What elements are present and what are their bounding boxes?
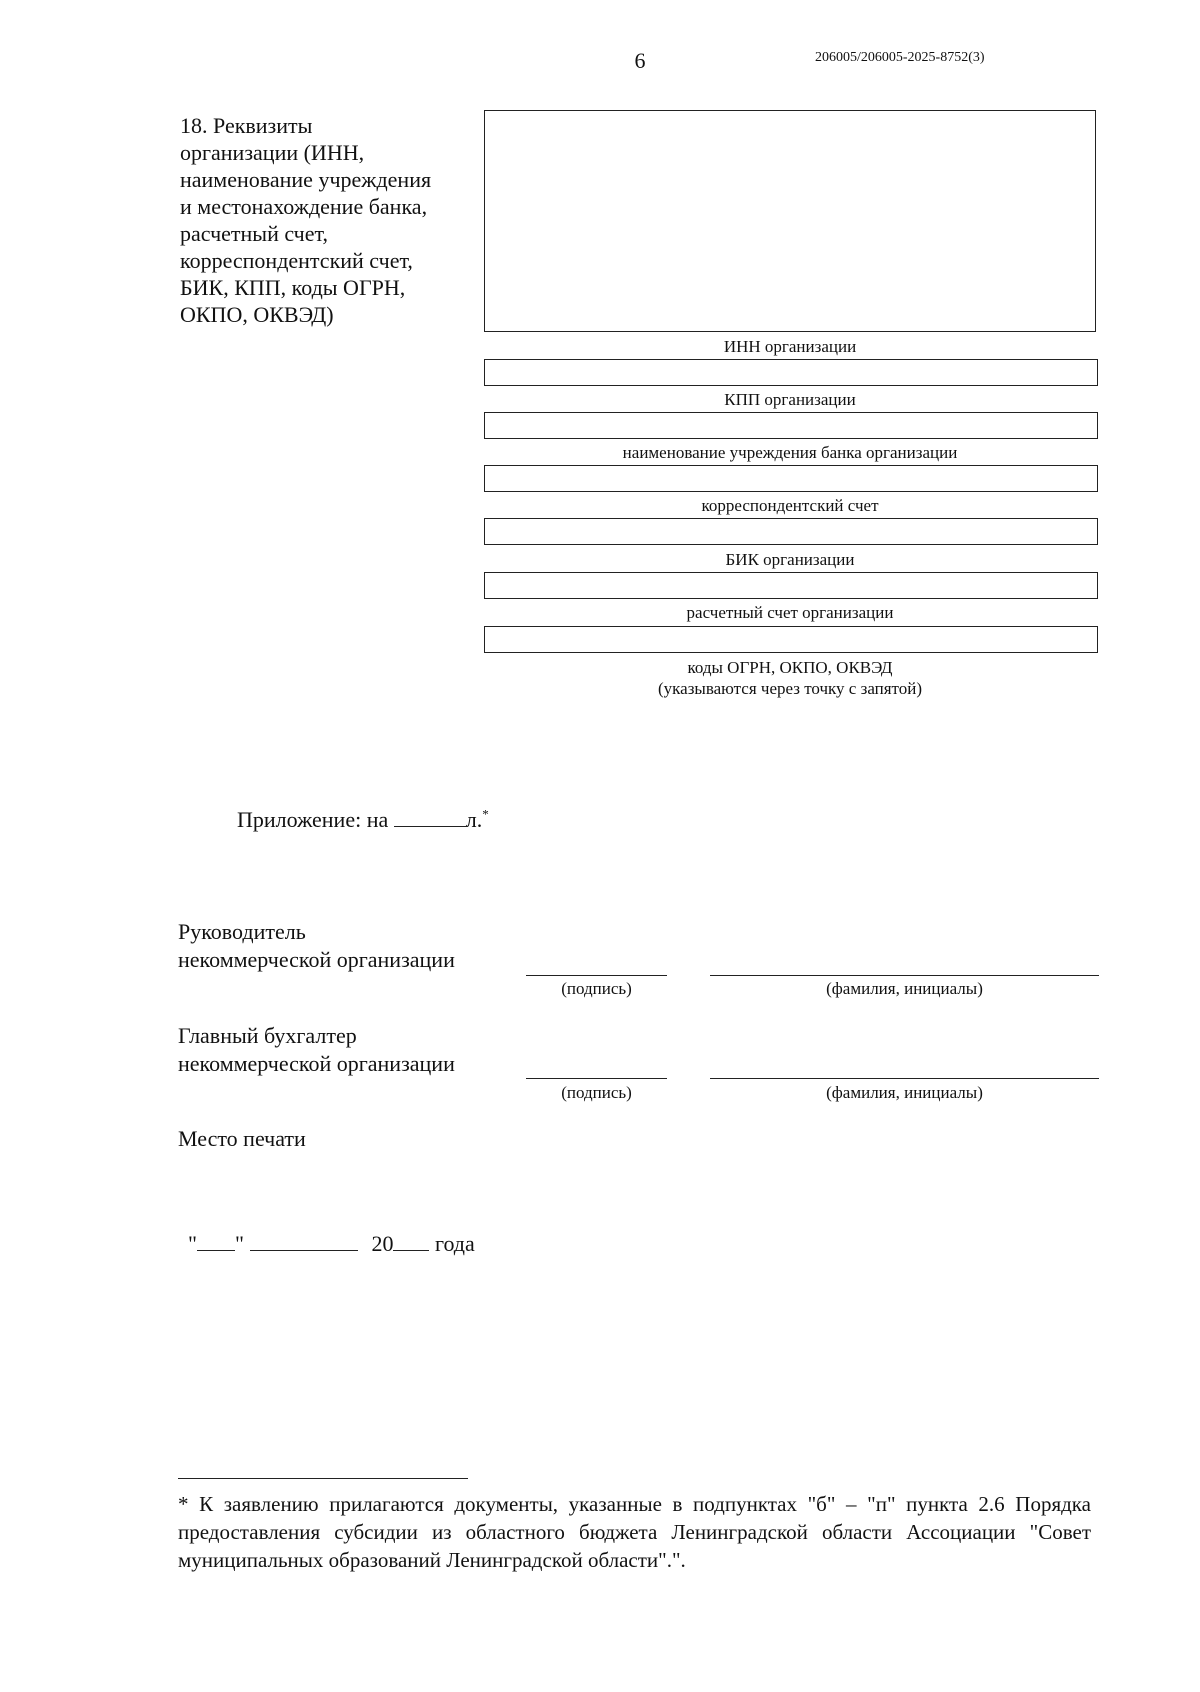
date-open-quote: " [188, 1231, 197, 1256]
footnote-mark: * [482, 806, 489, 822]
day-blank[interactable] [197, 1230, 235, 1251]
head-signature-line[interactable] [526, 975, 667, 976]
bik-field[interactable] [484, 572, 1098, 599]
requisites-box[interactable] [484, 110, 1096, 332]
accountant-name-caption: (фамилия, инициалы) [826, 1083, 983, 1102]
kpp-field[interactable] [484, 412, 1098, 439]
date-year-word: года [434, 1231, 475, 1256]
footnote-divider [178, 1478, 468, 1479]
section-label-line: и местонахождение банка, [180, 194, 428, 219]
accountant-signature-title [178, 1022, 455, 1078]
bik-caption: БИК организации [725, 550, 855, 569]
accountant-signature-caption: (подпись) [561, 1083, 632, 1102]
codes-caption-line1: коды ОГРН, ОКПО, ОКВЭД [687, 658, 893, 677]
head-signature-caption: (подпись) [561, 979, 632, 998]
settlement-account-caption: расчетный счет организации [686, 603, 894, 622]
footnote-text: * К заявлению прилагаются документы, указанные в подпунктах "б" – "п" пункта 2.6 Порядка предоставления субсидии из областного бюджета Ленинградской области Ассоциации "Совет муниципальных образований Ленинградской области".". [178, 1492, 1091, 1572]
page-number: 6 [634, 48, 646, 73]
section-label-line: корреспондентский счет, [180, 248, 413, 273]
appendix-suffix: л. [465, 807, 483, 832]
inn-caption: ИНН организации [723, 337, 857, 356]
inn-field[interactable] [484, 359, 1098, 386]
kpp-caption: КПП организации [724, 390, 856, 409]
document-id: 206005/206005-2025-8752(3) [815, 50, 985, 65]
section-label-line: организации (ИНН, [180, 140, 365, 165]
date-close-quote: " [234, 1231, 244, 1256]
section-label-line: расчетный счет, [180, 221, 328, 246]
correspondent-account-caption: корреспондентский счет [701, 496, 879, 515]
signature-title-line: некоммерческой организации [178, 1051, 455, 1076]
section-label-line: наименование учреждения [180, 167, 432, 192]
appendix-prefix: Приложение: на [237, 807, 389, 832]
section-label-line: 18. Реквизиты [180, 113, 313, 138]
section-18-label [180, 112, 470, 328]
bank-name-caption: наименование учреждения банка организации [622, 443, 958, 462]
correspondent-account-field[interactable] [484, 518, 1098, 545]
date-line [188, 1230, 475, 1257]
bank-name-field[interactable] [484, 465, 1098, 492]
appendix-sheets-blank[interactable] [394, 806, 466, 827]
month-blank[interactable] [250, 1230, 358, 1251]
appendix-line [237, 806, 489, 833]
codes-field[interactable] [484, 626, 1098, 653]
stamp-place: Место печати [178, 1126, 306, 1151]
signature-title-line: Главный бухгалтер [178, 1023, 357, 1048]
accountant-name-line[interactable] [710, 1078, 1099, 1079]
head-name-line[interactable] [710, 975, 1099, 976]
year-blank[interactable] [393, 1230, 429, 1251]
codes-caption [484, 657, 1096, 699]
codes-caption-line2: (указываются через точку с запятой) [657, 679, 923, 698]
date-century: 20 [371, 1231, 394, 1256]
signature-title-line: некоммерческой организации [178, 947, 455, 972]
accountant-signature-line[interactable] [526, 1078, 667, 1079]
signature-title-line: Руководитель [178, 919, 306, 944]
head-signature-title [178, 918, 455, 974]
section-label-line: ОКПО, ОКВЭД) [180, 302, 334, 327]
section-label-line: БИК, КПП, коды ОГРН, [180, 275, 406, 300]
head-name-caption: (фамилия, инициалы) [826, 979, 983, 998]
